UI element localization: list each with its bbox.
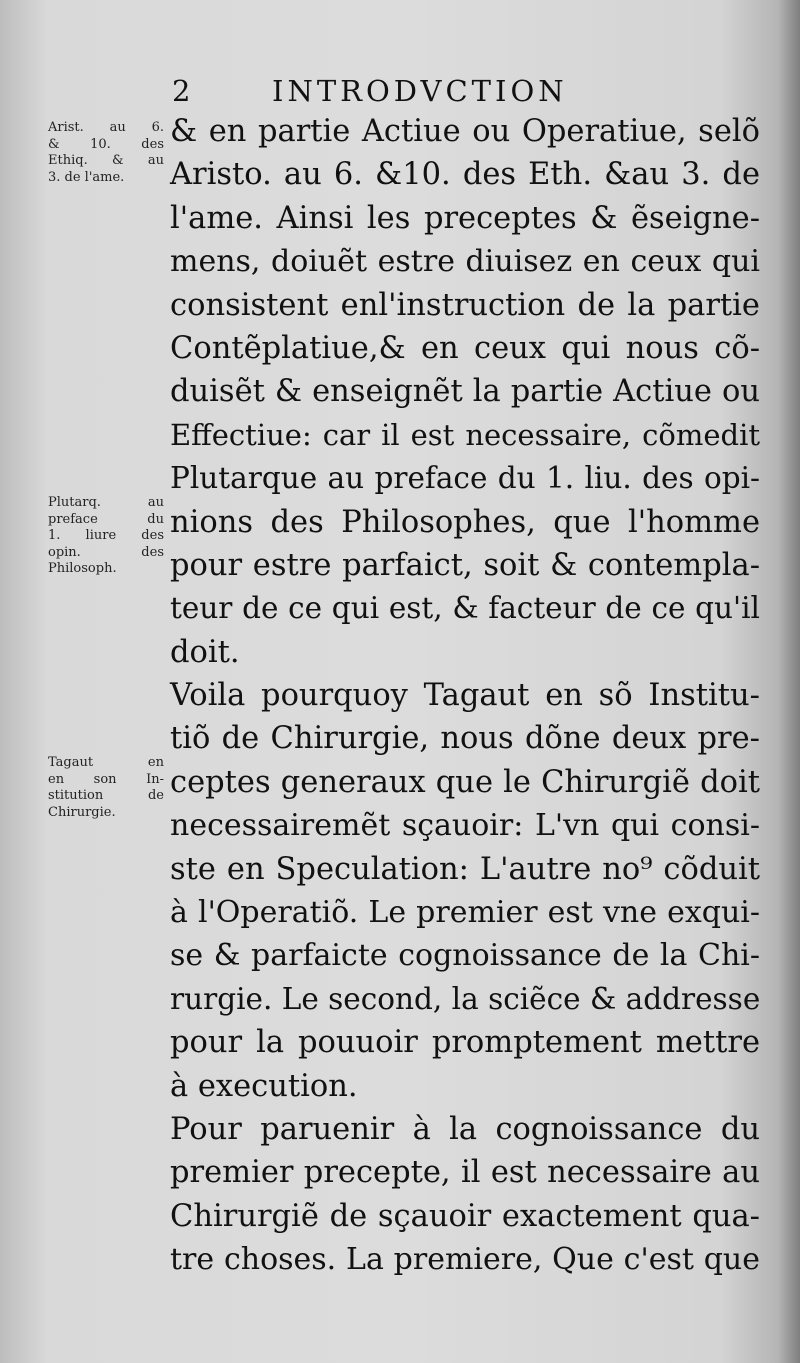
text-line: se & parfaicte cognoissance de la Chi-: [170, 938, 760, 974]
margin-note-line: Arist. au 6.: [48, 120, 164, 135]
text-line: duisẽt & enseignẽt la partie Actiue ou: [170, 374, 760, 410]
margin-note-line: Tagaut en: [48, 755, 164, 770]
text-line: ceptes generaux que le Chirurgiẽ doit: [170, 764, 760, 800]
body-text: [170, 110, 760, 1282]
text-line: tre choses. La premiere, Que c'est que: [170, 1242, 760, 1278]
margin-note-line: Ethiq. & au: [48, 153, 164, 168]
margin-note-line: opin. des: [48, 544, 164, 560]
text-line: Chirurgiẽ de sçauoir exactement qua-: [170, 1198, 760, 1234]
text-line: tiõ de Chirurgie, nous dõne deux pre-: [170, 721, 760, 757]
text-line: mens, doiuẽt estre diuisez en ceux qui: [170, 244, 760, 280]
margin-note-line: Plutarq. au: [48, 495, 164, 510]
text-line: rurgie. Le second, la sciẽce & addresse: [170, 981, 761, 1016]
text-line: Voila pourquoy Tagaut en sõ Institu-: [170, 678, 760, 714]
text-line: doit.: [170, 634, 240, 670]
page-number: 2: [172, 74, 195, 108]
margin-note-aristotle: [48, 120, 164, 186]
text-line: Contẽplatiue,& en ceux qui nous cõ-: [170, 330, 760, 366]
margin-note-line: Philosoph.: [48, 561, 117, 576]
running-title: INTRODVCTION: [272, 74, 568, 108]
text-line: necessairemẽt sçauoir: L'vn qui consi-: [170, 808, 760, 844]
margin-note-tagaut: [48, 755, 164, 821]
text-line: consistent enl'instruction de la partie: [170, 287, 760, 323]
text-line: à l'Operatiõ. Le premier est vne exqui-: [170, 895, 760, 931]
page-edge-shadow: [778, 0, 800, 1363]
text-line: ste en Speculation: L'autre no⁹ cõduit: [170, 851, 760, 887]
text-line: à execution.: [170, 1068, 358, 1104]
page-header: [168, 74, 768, 114]
text-line: nions des Philosophes, que l'homme: [170, 504, 760, 540]
text-line: premier precepte, il est necessaire au: [170, 1155, 760, 1191]
margin-note-plutarch: [48, 495, 164, 578]
margin-note-line: en son In-: [48, 771, 164, 787]
text-line: teur de ce qui est, & facteur de ce qu'il: [170, 591, 760, 626]
text-line: Effectiue: car il est necessaire, cõmedit: [170, 417, 760, 452]
text-line: & en partie Actiue ou Operatiue, selõ: [170, 114, 760, 149]
margin-note-line: & 10. des: [48, 136, 164, 152]
text-line: Plutarque au preface du 1. liu. des opi-: [170, 461, 760, 496]
margin-note-line: stitution de: [48, 788, 164, 803]
margin-note-line: 1. liure des: [48, 528, 164, 543]
margin-note-line: 3. de l'ame.: [48, 169, 125, 185]
text-line: l'ame. Ainsi les preceptes & ẽseigne-: [170, 200, 760, 236]
text-line: Aristo. au 6. &10. des Eth. &au 3. de: [170, 157, 760, 193]
text-line: Pour paruenir à la cognoissance du: [170, 1111, 760, 1147]
text-line: pour la pouuoir promptement mettre: [170, 1025, 760, 1061]
margin-note-line: Chirurgie.: [48, 804, 116, 820]
margin-note-line: preface du: [48, 511, 164, 527]
text-line: pour estre parfaict, soit & contempla-: [170, 547, 760, 583]
